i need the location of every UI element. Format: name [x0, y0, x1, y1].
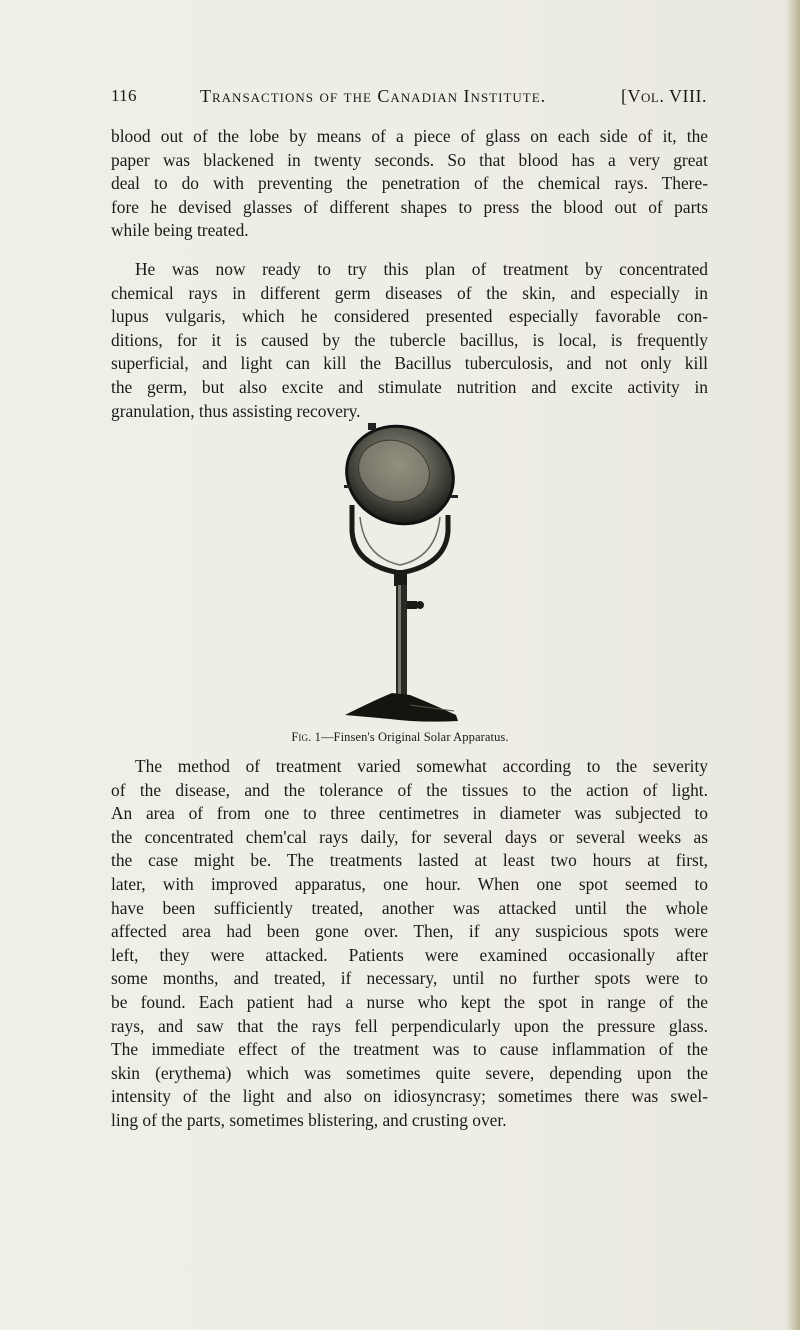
page-number: 116	[111, 86, 137, 105]
paragraph-1	[111, 125, 708, 243]
text-line: later, with improved apparatus, one hour. When one spot seemed to	[111, 873, 708, 894]
figure-caption	[0, 730, 800, 745]
text-line: superficial, and light can kill the Bacillus tuberculosis, and not only kill	[111, 353, 708, 374]
text-line: affected area had been gone over. Then, if any suspicious spots were	[111, 921, 708, 942]
text-line: the case might be. The treatments lasted at least two hours at first,	[111, 850, 708, 871]
text-line: granulation, thus assisting recovery.	[111, 400, 361, 421]
solar-apparatus-illustration	[330, 405, 470, 725]
text-line: rays, and saw that the rays fell perpendicularly upon the pressure glass.	[111, 1015, 708, 1036]
finsen-apparatus-figure	[330, 405, 470, 725]
text-line: fore he devised glasses of different shapes to press the blood out of parts	[111, 196, 708, 217]
text-line: of the disease, and the tolerance of the tissues to the action of light.	[111, 779, 708, 800]
text-line: have been sufficiently treated, another was attacked until the whole	[111, 897, 708, 918]
text-line: skin (erythema) which was sometimes quite severe, depending upon the	[111, 1062, 708, 1083]
text-line: blood out of the lobe by means of a piece of glass on each side of it, the	[111, 126, 708, 146]
text-line: deal to do with preventing the penetration of the chemical rays. There-	[111, 173, 708, 194]
text-line: chemical rays in different germ diseases of the skin, and especially in	[111, 282, 708, 303]
text-line: some months, and treated, if necessary, until no further spots were to	[111, 968, 708, 989]
volume-label: [Vol. VIII.	[621, 86, 707, 106]
text-line: paper was blackened in twenty seconds. So that blood has a very great	[111, 149, 708, 170]
figure-caption-text: —Finsen's Original Solar Apparatus.	[320, 730, 509, 744]
text-line: intensity of the light and also on idiosyncrasy; sometimes there was swel-	[111, 1086, 708, 1107]
text-line: lupus vulgaris, which he considered presented especially favorable con-	[111, 306, 708, 327]
figure-label: Fig. 1	[291, 730, 321, 744]
page-edge-shadow	[786, 0, 800, 1330]
text-line: ditions, for it is caused by the tubercle bacillus, is local, is frequently	[111, 329, 708, 350]
running-header	[111, 86, 707, 110]
text-line: ling of the parts, sometimes blistering, and crusting over.	[111, 1109, 507, 1130]
text-line: The immediate effect of the treatment was to cause inflammation of the	[111, 1039, 708, 1060]
paragraph-3	[111, 755, 708, 1133]
text-line: be found. Each patient had a nurse who kept the spot in range of the	[111, 991, 708, 1012]
text-line: the concentrated chem'cal rays daily, for several days or several weeks as	[111, 826, 708, 847]
text-line: left, they were attacked. Patients were examined occasionally after	[111, 944, 708, 965]
paragraph-2	[111, 258, 708, 423]
text-line: while being treated.	[111, 220, 249, 241]
text-line: An area of from one to three centimetres in diameter was subjected to	[111, 803, 708, 824]
text-line: The method of treatment varied somewhat according to the severity	[135, 756, 708, 776]
journal-title: Transactions of the Canadian Institute.	[200, 86, 547, 106]
text-line: the germ, but also excite and stimulate nutrition and excite activity in	[111, 376, 708, 397]
text-line: He was now ready to try this plan of treatment by concentrated	[135, 259, 708, 279]
